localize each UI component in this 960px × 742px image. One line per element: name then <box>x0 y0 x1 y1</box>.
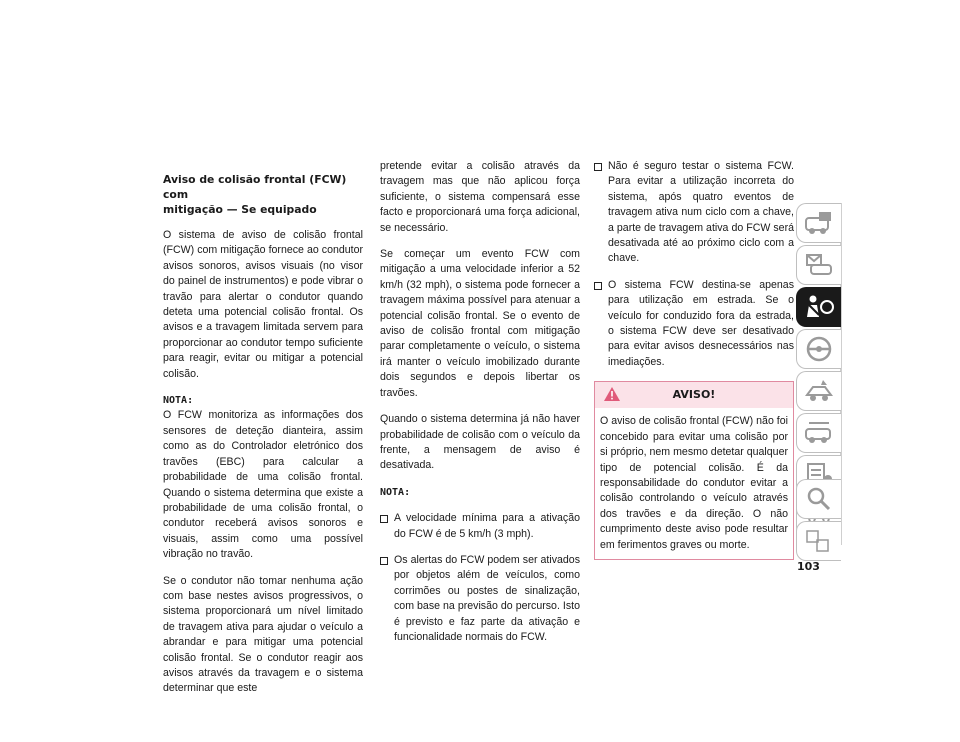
tab-steering-wheel[interactable] <box>796 329 841 369</box>
column-1 <box>163 172 363 708</box>
car-dashboard-icon <box>803 209 835 237</box>
list-item-text: A velocidade mínima para a ativação do FCW é de 5 km/h (3 mph). <box>394 512 580 540</box>
paragraph-3: Se o condutor não tomar nenhuma ação com base nestes avisos progressivos, o sistema proporcionará um nível limitado de travagem ativa para ajudar o veículo a abrandar e para mitigar uma potencial colisão frontal. Se o condutor reagir aos avisos através da travagem e o sistema determinar que este <box>163 574 363 695</box>
list-item-text: Os alertas do FCW podem ser ativados por objetos além de veículos, como corrimões ou postes de sinalização, com base na previsão do percurso. Isto é previsto e faz parte da ativação e funcionalidade normais do FCW. <box>394 553 580 643</box>
bullet-square-icon <box>594 282 602 290</box>
paragraph-2: Se começar um evento FCW com mitigação a uma velocidade inferior a 52 km/h (32 mph), o sistema pode fornecer a travagem máxima possível para atenuar a potencial colisão frontal. Se o evento de aviso de colisão frontal com mitigação parar completamente o veículo, o sistema irá manter o veículo imobilizado durante dois segundos e depois libertar os travões. <box>380 248 580 399</box>
tab-car-service[interactable] <box>796 413 841 453</box>
languages-icon <box>803 527 835 555</box>
seatbelt-airbag-icon <box>803 293 835 321</box>
bullet-list <box>594 159 794 370</box>
list-item <box>594 159 794 267</box>
note-text: O FCW monitoriza as informações dos sensores de deteção dianteira, assim como as do Controlador eletrónico dos travões (EBC) para calcular a probabilidade de uma colisão frontal. Quando o sistema determina que existe a probabilidade de uma colisão frontal, o condutor receberá avisos sonoros e visuais, assim como uma possível vibração no travão. <box>163 409 363 561</box>
column-2 <box>380 159 580 656</box>
search-index-icon <box>803 485 835 513</box>
list-item-text: Não é seguro testar o sistema FCW. Para evitar a utilização incorreta do sistema, após quatro eventos de travagem ativa num ciclo com a chave, a parte de travagem ativa do FCW será desativada até ao próximo ciclo com a chave. <box>608 160 794 265</box>
warning-header <box>595 382 793 408</box>
note-label: NOTA: <box>163 395 194 407</box>
paragraph-1: pretende evitar a colisão através da travagem mas que não aplicou força suficiente, o sistema compensará esse facto e proporcionará uma força adicional, se necessário. <box>380 160 580 234</box>
tab-car-dashboard[interactable] <box>796 203 841 243</box>
car-crash-icon <box>803 377 835 405</box>
bullet-square-icon <box>380 515 388 523</box>
note-bullet-list <box>380 511 580 645</box>
list-item <box>594 278 794 370</box>
bullet-square-icon <box>380 557 388 565</box>
list-item <box>380 553 580 645</box>
steering-wheel-icon <box>803 335 835 363</box>
column-3 <box>594 159 794 560</box>
warning-title: AVISO! <box>672 388 716 402</box>
list-item-text: O sistema FCW destina-se apenas para utilização em estrada. Se o veículo for conduzido fora da estrada, o sistema FCW deve ser desativado para evitar avisos desnecessários nas imediações. <box>608 278 794 368</box>
warning-triangle-icon <box>603 386 621 402</box>
car-mail-icon <box>803 251 835 279</box>
tab-languages[interactable] <box>796 521 841 561</box>
tab-car-crash[interactable] <box>796 371 841 411</box>
tab-car-mail[interactable] <box>796 245 841 285</box>
bullet-square-icon <box>594 163 602 171</box>
section-heading-line-2: mitigação — Se equipado <box>163 203 317 216</box>
note-label: NOTA: <box>380 486 411 498</box>
page-number: 103 <box>797 560 820 573</box>
paragraph-3: Quando o sistema determina já não haver probabilidade de colisão com o veículo da frente, a mensagem de aviso é desativada. <box>380 413 580 472</box>
list-item <box>380 511 580 542</box>
section-heading-line-1: Aviso de colisão frontal (FCW) com <box>163 173 347 201</box>
note-block <box>163 393 363 562</box>
warning-box <box>594 381 794 560</box>
tab-search-index[interactable] <box>796 479 841 519</box>
car-service-icon <box>803 419 835 447</box>
warning-text: O aviso de colisão frontal (FCW) não foi concebido para evitar uma colisão por si próprio, nem mesmo detetar qualquer tipo de potencial colisão. É da responsabilidade do condutor evitar a colisão controlando o veículo através dos travões e da direção. O não cumprimento deste aviso pode resultar em ferimentos graves ou morte. <box>600 415 788 551</box>
tab-seatbelt-airbag[interactable] <box>796 287 841 327</box>
section-heading <box>163 172 363 217</box>
intro-paragraph: O sistema de aviso de colisão frontal (FCW) com mitigação fornece ao condutor avisos sonoros, avisos visuais (no visor do painel de instrumentos) e pode vibrar o travão para alertar o condutor quando deteta uma potencial colisão frontal. Os avisos e a travagem limitada servem para proporcionar ao condutor tempo suficiente para reagir, evitar ou mitigar a potencial colisão. <box>163 229 363 380</box>
